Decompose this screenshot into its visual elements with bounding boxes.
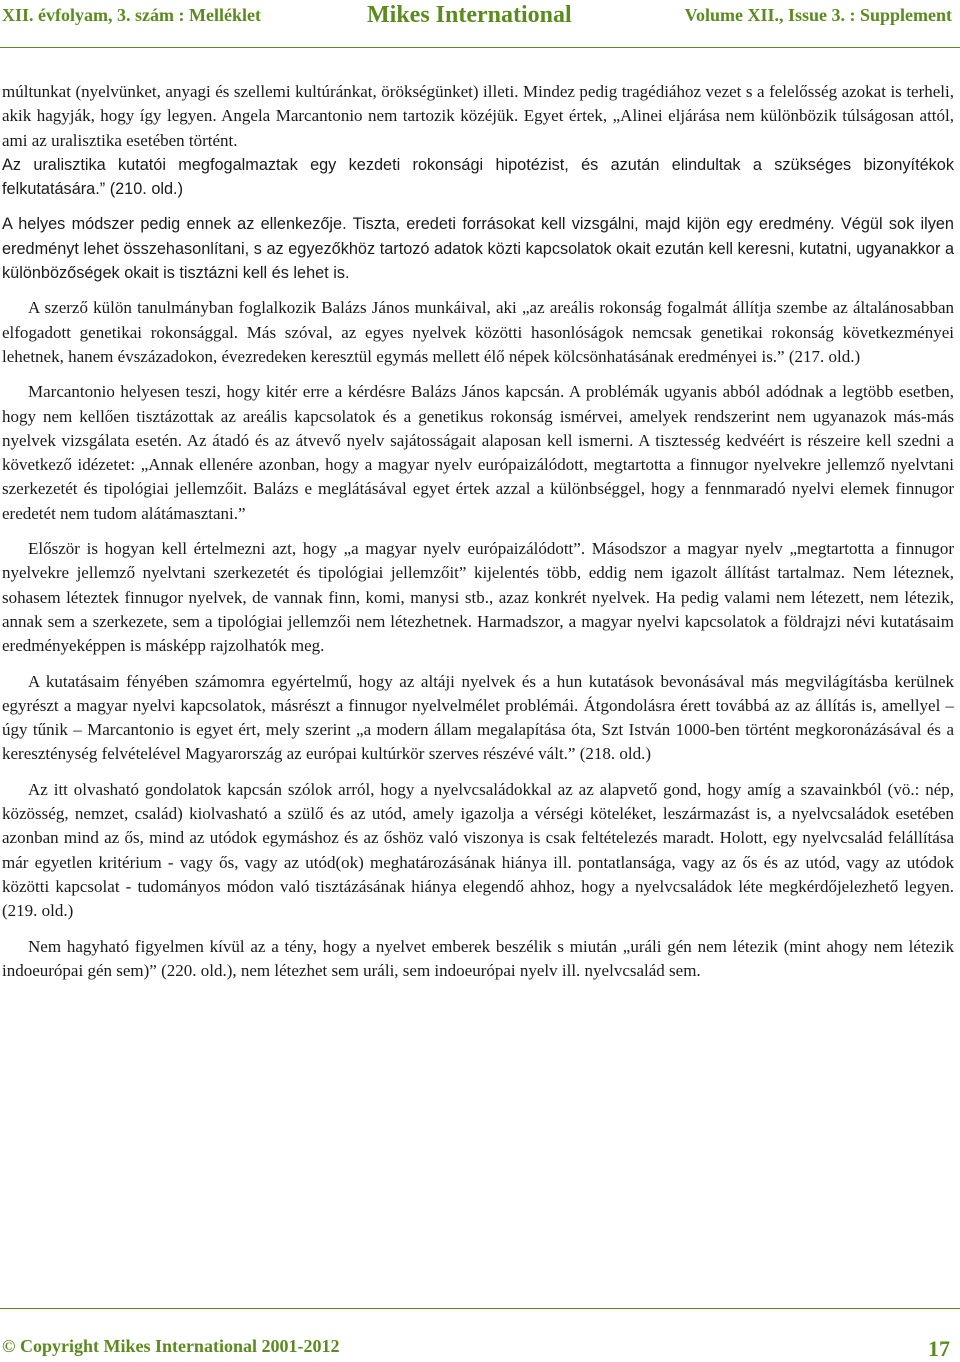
paragraph-6: Először is hogyan kell értelmezni azt, hogy „a magyar nyelv európaizálódott”. Másodszor a magyar nyelv „megtartotta a finnugor nyelvekre jellemző nyelvtani szerkezetét és tipológiai jellemzőit” kijelentés több, eddig nem igazolt állítást tartalmaz. Nem léteznek, sohasem léteztek finnugor nyelvek, de vannak finn, komi, manysi stb., azaz konkrét nyelvek. Ha pedig valami nem létezett, nem létezik, annak sem a szerkezete, sem a tipológiai jellemzői nem létezhetnek. Harmadszor, a magyar nyelvi kapcsolatok a földrajzi névi kutatásaim eredményeképpen is másképp rajzolhatók meg. bbox=[2, 539, 954, 656]
footer-divider bbox=[0, 1308, 960, 1309]
page-number: 17 bbox=[928, 1336, 950, 1361]
paragraph-4: A szerző külön tanulmányban foglalkozik Balázs János munkáival, aki „az areális rokonság fogalmát állítja szembe az általánosabban elfogadott genetikai rokonsággal. Más szóval, az egyes nyelvek közötti hasonlóságok nemcsak genetikai rokonság következményei lehetnek, hanem évszázadokon, évezredeken keresztül egymás mellett élő népek kölcsönhatásának eredményei is.” (217. old.) bbox=[2, 298, 954, 366]
paragraph-1: múltunkat (nyelvünket, anyagi és szellemi kultúránkat, örökségünket) illeti. Mindez pedig tragédiához vezet s a felelősség azokat is terheli, akik hagyják, hogy így legyen. Angela Marcantonio nem tartozik közéjük. Egyet értek, „Alinei eljárása nem különbözik túlságosan attól, ami az uralisztika esetében történt. bbox=[2, 82, 954, 150]
page-header bbox=[0, 0, 960, 44]
paragraph-5: Marcantonio helyesen teszi, hogy kitér erre a kérdésre Balázs János kapcsán. A problémák ugyanis abból adódnak a legtöbb esetben, hogy nem kellően tisztázottak az areális kapcsolatok és a genetikus rokonság ismérvei, amelyek rendszerint nem ugyanazok más-más nyelvek vizsgálata esetén. Az átadó és az átvevő nyelv sajátosságait alaposan kell ismerni. A tisztesség kedvéért is részeire kell szedni a következő idézetet: „Annak ellenére azonban, hogy a magyar nyelv európaizálódott, megtartotta a finnugor nyelvekre jellemző nyelvtani szerkezetét és tipológiai jellemzőit. Balázs e meglátásával egyet értek azzal a különbséggel, hogy a fennmaradó nyelvi elemek finnugor eredetét nem tudom alátámasztani.” bbox=[2, 382, 954, 523]
paragraph-9: Nem hagyható figyelmen kívül az a tény, hogy a nyelvet emberek beszélik s miután „uráli gén nem létezik (mint ahogy nem létezik indoeurópai gén sem)” (220. old.), nem létezhet sem uráli, sem indoeurópai nyelv ill. nyelvcsalád sem. bbox=[2, 936, 954, 980]
header-issue-hu: XII. évfolyam, 3. szám : Melléklet bbox=[2, 5, 261, 25]
paragraph-8: Az itt olvasható gondolatok kapcsán szólok arról, hogy a nyelvcsaládokkal az az alapvető gond, hogy amíg a szavainkból (vö.: nép, közösség, nemzet, család) kiolvasható a szülő és az utód, amely igazolja a vérségi köteléket, leszármazást is, a nyelvcsaládok esetében azonban mind az ős, mind az utódok egymáshoz és az őshöz való viszonya is csak feltételezés maradt. Holott, egy nyelvcsalád felállítása már egyetlen kritérium - vagy ős, vagy az utód(ok) meghatározásának hiánya ill. pontatlansága, vagy az ős és az utód, vagy az utódok közötti kapcsolat - tudományos módon való tisztázásának hiánya elegendő ahhoz, hogy a nyelvcsaládok léte megkérdőjelezhető legyen. (219. old.) bbox=[2, 779, 954, 921]
article-body bbox=[2, 80, 954, 983]
footer-copyright: © Copyright Mikes International 2001-2012 bbox=[2, 1336, 340, 1356]
header-publication-title: Mikes International bbox=[367, 2, 572, 28]
page-footer bbox=[0, 1320, 960, 1360]
header-issue-en: Volume XII., Issue 3. : Supplement bbox=[684, 5, 952, 25]
paragraph-3: A helyes módszer pedig ennek az ellenkezője. Tiszta, eredeti forrásokat kell vizsgálni, majd kijön egy eredmény. Végül sok ilyen eredményt lehet összehasonlítani, s az egyezőkhöz tartozó adatok közti kapcsolatok okait ezután kell keresni, kutatni, ugyanakkor a különbözőségek okait is tisztázni kell és lehet is. bbox=[2, 215, 954, 283]
header-divider bbox=[0, 47, 960, 48]
paragraph-2: Az uralisztika kutatói megfogalmaztak egy kezdeti rokonsági hipotézist, és azután elindultak a szükséges bizonyítékok felkutatására.” (210. old.) bbox=[2, 155, 954, 199]
paragraph-7: A kutatásaim fényében számomra egyértelmű, hogy az altáji nyelvek és a hun kutatások bevonásával más megvilágításba kerülnek egyrészt a magyar nyelvi kapcsolatok, másrészt a finnugor nyelvelmélet problémái. Átgondolásra érett továbbá az az állítás is, amellyel – úgy tűnik – Marcantonio is egyet ért, mely szerint „a modern állam megalapítása óta, Szt István 1000-ben történt megkoronázásával és a kereszténység felvételével Magyarország az európai kultúrkör szerves részévé vált.” (218. old.) bbox=[2, 671, 954, 764]
